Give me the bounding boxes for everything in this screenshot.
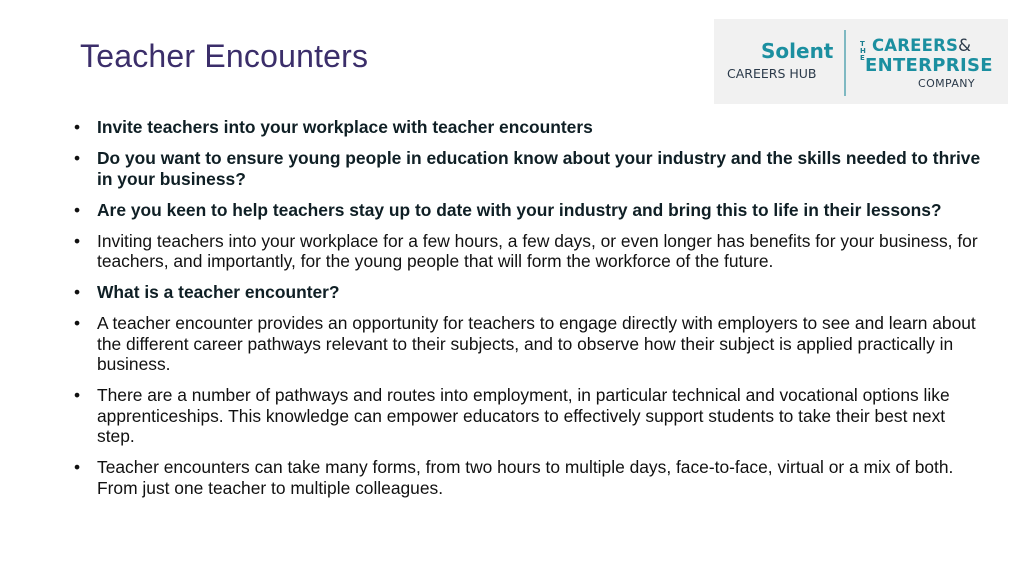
bullet-text: Inviting teachers into your workplace for a few hours, a few days, or even longer has benefits for your business, for teachers, and importantly, for the young people that will form the workforce of the future. — [97, 230, 978, 272]
bullet-text: Are you keen to help teachers stay up to date with your industry and bring this to life in their lessons? — [97, 199, 942, 220]
bullet-dot: • — [74, 457, 81, 478]
bullet-item — [74, 231, 986, 272]
careers-hub-logo-text: CAREERS HUB — [727, 66, 817, 81]
bullet-text: Do you want to ensure young people in education know about your industry and the skills needed to thrive in your business? — [97, 147, 981, 189]
bullet-item — [74, 148, 986, 189]
bullet-dot: • — [74, 230, 81, 251]
bullet-text: There are a number of pathways and routes into employment, in particular technical and vocational options like apprenticeships. This knowledge can empower educators to effectively support students to take their best next step. — [97, 385, 950, 447]
slide-title: Teacher Encounters — [80, 38, 369, 74]
bullet-text: What is a teacher encounter? — [97, 282, 340, 303]
bullet-item — [74, 457, 986, 498]
bullet-dot: • — [74, 147, 81, 168]
bullet-text: Teacher encounters can take many forms, from two hours to multiple days, face-to-face, virtual or a mix of both. From just one teacher to multiple colleagues. — [97, 457, 954, 499]
bullet-dot: • — [74, 199, 81, 220]
enterprise-logo-text: ENTERPRISE — [865, 55, 993, 76]
ampersand: & — [958, 36, 972, 55]
company-logo-text: COMPANY — [918, 77, 976, 90]
bullet-dot: • — [74, 117, 81, 137]
careers-logo-text — [872, 36, 971, 55]
bullet-dot: • — [74, 385, 81, 406]
bullet-item — [74, 282, 986, 303]
bullet-list — [74, 117, 986, 509]
the-logo-text: THE — [860, 40, 866, 62]
bullet-text: Invite teachers into your workplace with teacher encounters — [97, 117, 593, 137]
partner-logos — [714, 19, 1008, 104]
bullet-item — [74, 117, 986, 138]
bullet-text: A teacher encounter provides an opportunity for teachers to engage directly with employers to see and learn about the different career pathways relevant to their subjects, and to observe how their subject is applied practically in business. — [97, 313, 976, 375]
logo-divider — [844, 30, 846, 96]
careers-word: CAREERS — [872, 36, 959, 55]
bullet-item — [74, 200, 986, 221]
solent-logo-text: Solent — [761, 39, 834, 63]
bullet-dot: • — [74, 313, 81, 334]
bullet-item — [74, 313, 986, 375]
bullet-dot: • — [74, 282, 81, 303]
bullet-item — [74, 385, 986, 447]
